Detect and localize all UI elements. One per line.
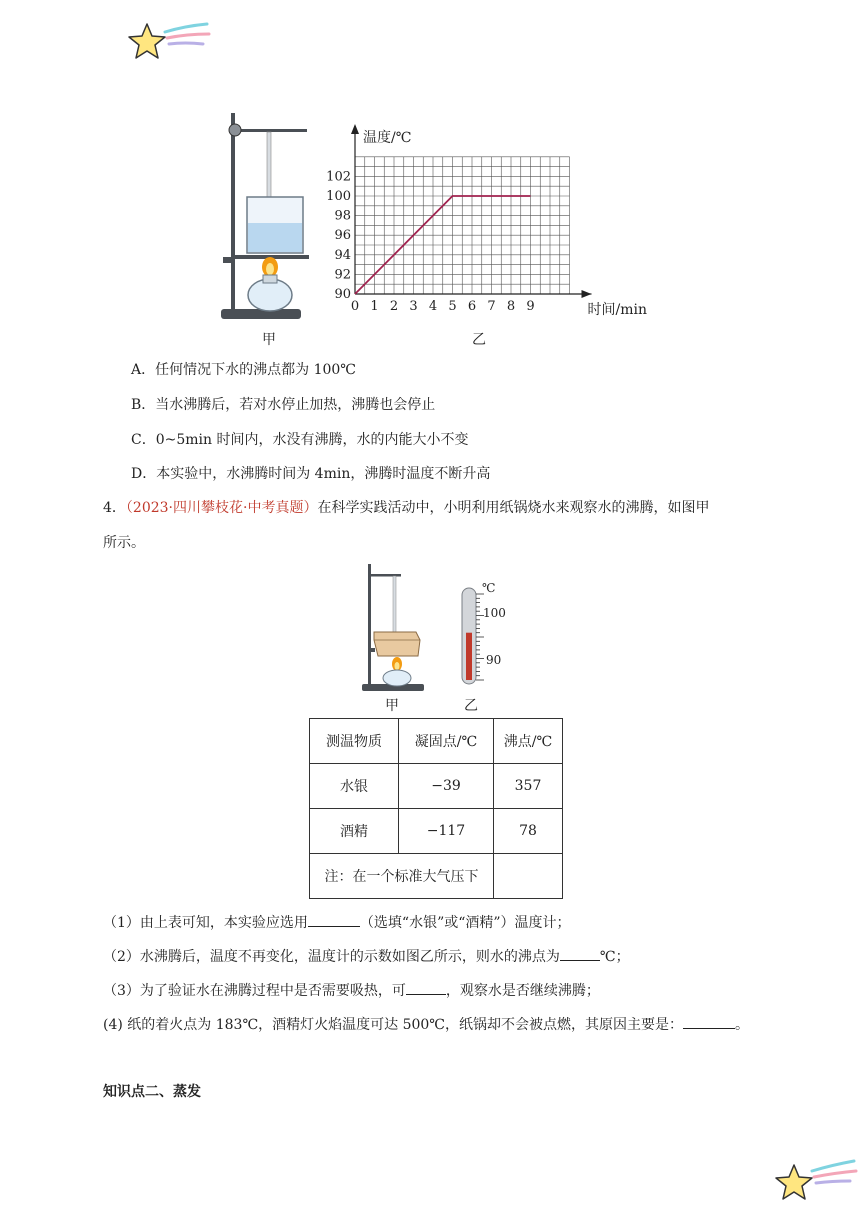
figure1-label-yi: 乙 <box>472 332 486 348</box>
option-c-letter: C． <box>131 432 156 448</box>
sub-question-1-text-a: （1）由上表可知，本实验应选用 <box>103 915 308 931</box>
sub-question-4 <box>103 1014 749 1035</box>
y-tick-label: 100 <box>326 189 351 204</box>
sub-question-2-text-a: （2）水沸腾后，温度不再变化，温度计的示数如图乙所示，则水的沸点为 <box>103 949 560 965</box>
question-4-stem-line1: 在科学实践活动中，小明利用纸锅烧水来观察水的沸腾，如图甲 <box>317 500 710 516</box>
y-tick-label: 96 <box>334 228 351 244</box>
answer-blank-2[interactable] <box>560 946 600 961</box>
answer-blank-1[interactable] <box>308 912 360 927</box>
x-tick-label: 1 <box>370 299 379 314</box>
answer-blank-4[interactable] <box>683 1014 735 1029</box>
table-cell: 357 <box>494 764 563 809</box>
y-axis-label: 温度/℃ <box>363 130 412 146</box>
star-decoration-top-icon <box>125 18 215 68</box>
sub-question-3-text-a: （3）为了验证水在沸腾过程中是否需要吸热，可 <box>103 983 406 999</box>
table-empty-cell <box>494 854 563 899</box>
sub-question-4-text-b: 。 <box>734 1017 749 1033</box>
sub-question-3-text-b: ，观察水是否继续沸腾； <box>445 983 600 999</box>
question-4-stem-line2: 所示。 <box>103 535 145 551</box>
x-axis-arrow-icon <box>582 290 592 298</box>
sub-question-3 <box>103 980 600 1001</box>
y-tick-label: 98 <box>334 208 351 224</box>
table-cell: 酒精 <box>310 809 399 854</box>
sub-question-2 <box>103 946 630 967</box>
answer-blank-3[interactable] <box>406 980 446 995</box>
thermometer-mark-90: 90 <box>486 653 502 667</box>
table-cell: −39 <box>399 764 494 809</box>
substance-property-table <box>309 718 563 899</box>
question-4-number: 4． <box>103 500 126 516</box>
x-tick-label: 3 <box>409 299 418 314</box>
option-b[interactable] <box>131 395 435 415</box>
x-tick-label: 5 <box>448 299 457 314</box>
x-tick-label: 9 <box>526 299 535 314</box>
option-b-letter: B． <box>131 397 156 413</box>
option-d[interactable] <box>131 464 490 484</box>
sub-question-1 <box>103 912 571 933</box>
section-heading: 知识点二、蒸发 <box>103 1084 201 1100</box>
option-c-text: 0~5min 时间内，水没有沸腾，水的内能大小不变 <box>155 432 469 448</box>
table-note: 注：在一个标准大气压下 <box>310 854 494 899</box>
paper-pot-apparatus-figure-jia <box>360 560 440 695</box>
thermometer-mercury <box>466 633 472 680</box>
table-header-cell: 沸点/℃ <box>494 719 563 764</box>
y-tick-label: 94 <box>334 247 351 263</box>
x-tick-label: 6 <box>467 299 477 314</box>
boiling-apparatus-figure-jia <box>215 105 315 325</box>
thermometer-mark-100: 100 <box>483 606 506 620</box>
thermometer-unit: ℃ <box>482 581 496 595</box>
table-row <box>310 809 563 854</box>
question-4-source: （2023·四川攀枝花·中考真题） <box>125 500 318 516</box>
temperature-time-chart <box>320 118 680 323</box>
figure1-label-jia: 甲 <box>262 332 276 348</box>
option-a[interactable] <box>131 360 356 380</box>
table-cell: −117 <box>399 809 494 854</box>
table-header-row <box>310 719 563 764</box>
option-a-text: 任何情况下水的沸点都为 100℃ <box>155 362 356 378</box>
option-d-letter: D． <box>131 466 157 482</box>
star-decoration-bottom-icon <box>772 1157 862 1207</box>
sub-question-4-text-a: (4) 纸的着火点为 183℃，酒精灯火焰温度可达 500℃，纸锅却不会被点燃，其原因主要是： <box>103 1017 683 1033</box>
question-4-stem <box>103 498 709 518</box>
table-row <box>310 764 563 809</box>
table-header-cell: 测温物质 <box>310 719 399 764</box>
x-tick-label: 7 <box>487 299 496 314</box>
y-tick-label: 102 <box>326 169 351 185</box>
y-tick-label: 92 <box>334 267 351 283</box>
table-header-cell: 凝固点/℃ <box>399 719 494 764</box>
table-cell: 水银 <box>310 764 399 809</box>
figure2-label-yi: 乙 <box>464 698 478 714</box>
x-axis-label: 时间/min <box>587 302 647 318</box>
figure2-label-jia: 甲 <box>385 698 399 714</box>
x-tick-label: 4 <box>428 299 438 314</box>
x-tick-label: 0 <box>350 299 360 314</box>
x-tick-label: 2 <box>389 299 399 314</box>
y-tick-label: 90 <box>334 287 351 302</box>
y-axis-arrow-icon <box>351 124 359 134</box>
sub-question-2-text-b: ℃； <box>599 949 630 965</box>
option-c[interactable] <box>131 430 468 450</box>
option-d-text: 本实验中，水沸腾时间为 4min，沸腾时温度不断升高 <box>156 466 491 482</box>
option-a-letter: A． <box>131 362 156 378</box>
x-tick-label: 8 <box>506 299 516 314</box>
option-b-text: 当水沸腾后，若对水停止加热，沸腾也会停止 <box>155 397 436 413</box>
table-note-row <box>310 854 563 899</box>
thermometer-figure-yi <box>450 580 520 690</box>
sub-question-1-text-b: （选填“水银”或“酒精”）温度计； <box>359 915 571 931</box>
table-cell: 78 <box>494 809 563 854</box>
